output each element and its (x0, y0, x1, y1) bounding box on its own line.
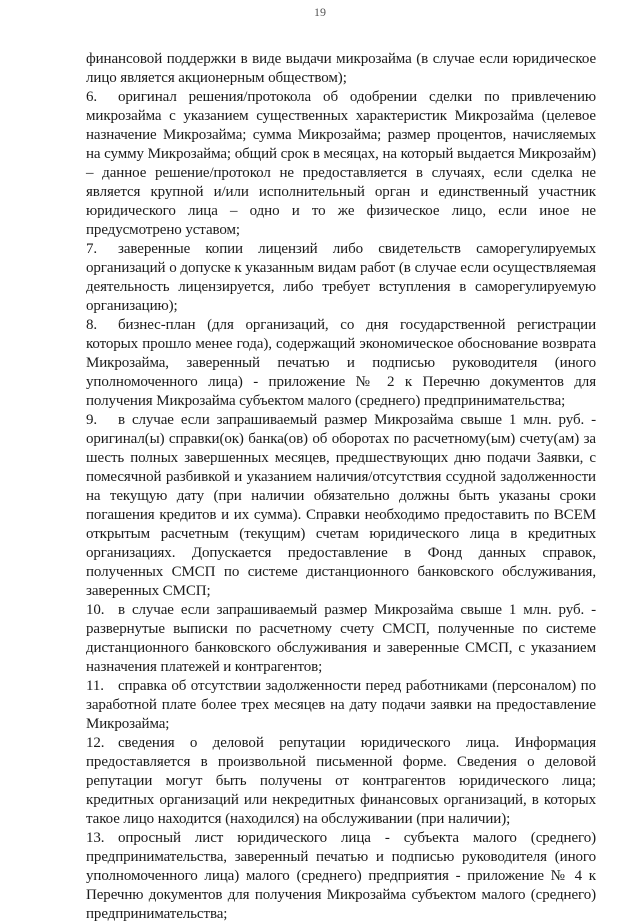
list-item-number: 12. (86, 735, 105, 751)
list-item-number: 10. (86, 602, 105, 618)
document-paragraph (86, 734, 596, 829)
paragraph-text: справка об отсутствии задолженности перед работниками (персоналом) по заработной плате более трех месяцев на дату подачи заявки на предоставление Микрозайма; (86, 678, 596, 732)
paragraph-text: опросный лист юридического лица - субъекта малого (среднего) предпринимательства, заверенный печатью и подписью руководителя (иного уполномоченного лица) малого (среднего) предприятия - приложение № 4 к Перечню документов для получения Микрозайма субъектом малого (среднего) предпринимательства; (86, 830, 596, 922)
paragraph-text: заверенные копии лицензий либо свидетельств саморегулируемых организаций о допуске к указанным видам работ (в случае если осуществляемая деятельность лицензируется, либо требует вступления в саморегулируемую организацию); (86, 241, 596, 314)
document-paragraph (86, 411, 596, 601)
document-paragraph (86, 829, 596, 924)
list-item-number: 6. (86, 89, 98, 105)
paragraph-text: финансовой поддержки в виде выдачи микрозайма (в случае если юридическое лицо является акционерным обществом); (86, 51, 596, 86)
list-item-number: 9. (86, 412, 98, 428)
paragraph-text: в случае если запрашиваемый размер Микрозайма свыше 1 млн. руб. - оригинал(ы) справки(ок) банка(ов) об оборотах по расчетному(ым) счету(ам) за шесть полных завершенных месяцев, предшествующих дню подачи Заявки, с помесячной разбивкой и указанием наличия/отсутствия ссудной задолженности на текущую дату (при наличии обязательно должны быть указаны сроки погашения кредитов и их сумма). Справки необходимо предоставить по ВСЕМ открытым расчетным (текущим) счетам юридического лица в кредитных организациях. Допускается предоставление в Фонд данных справок, полученных СМСП по системе дистанционного банковского обслуживания, заверенных СМСП; (86, 412, 596, 599)
list-item-number: 7. (86, 241, 98, 257)
paragraph-text: оригинал решения/протокола об одобрении сделки по привлечению микрозайма с указанием существенных характеристик Микрозайма (целевое назначение Микрозайма; сумма Микрозайма; размер процентов, начисляемых на сумму Микрозайма; общий срок в месяцах, на который выдается Микрозайм) – данное решение/протокол не предоставляется в случаях, если сделка не является крупной и/или исполнительный орган и единственный участник юридического лица – одно и то же физическое лицо, если иное не предусмотрено уставом; (86, 89, 596, 238)
document-paragraph (86, 677, 596, 734)
list-item-number: 13. (86, 830, 105, 846)
paragraph-text: бизнес-план (для организаций, со дня государственной регистрации которых прошло менее года), содержащий экономическое обоснование возврата Микрозайма, заверенный печатью и подписью руководителя (иного уполномоченного лица) - приложение № 2 к Перечню документов для получения Микрозайма субъектом малого (среднего) предпринимательства; (86, 317, 596, 409)
paragraph-text: в случае если запрашиваемый размер Микрозайма свыше 1 млн. руб. - развернутые выписки по расчетному счету СМСП, полученные по системе дистанционного банковского обслуживания и заверенные СМСП, с указанием назначения платежей и контрагентов; (86, 602, 596, 675)
page-number: 19 (314, 5, 326, 19)
document-paragraph (86, 50, 596, 88)
list-item-number: 8. (86, 317, 98, 333)
document-paragraph (86, 316, 596, 411)
document-paragraph (86, 601, 596, 677)
paragraph-text: сведения о деловой репутации юридического лица. Информация предоставляется в произвольной письменной форме. Сведения о деловой репутации могут быть получены от контрагентов юридического лица; кредитных организаций или некредитных финансовых организаций, в которых такое лицо находится (находился) на обслуживании (при наличии); (86, 735, 596, 827)
list-item-number: 11. (86, 678, 104, 694)
document-body (86, 50, 596, 924)
document-paragraph (86, 240, 596, 316)
document-paragraph (86, 88, 596, 240)
